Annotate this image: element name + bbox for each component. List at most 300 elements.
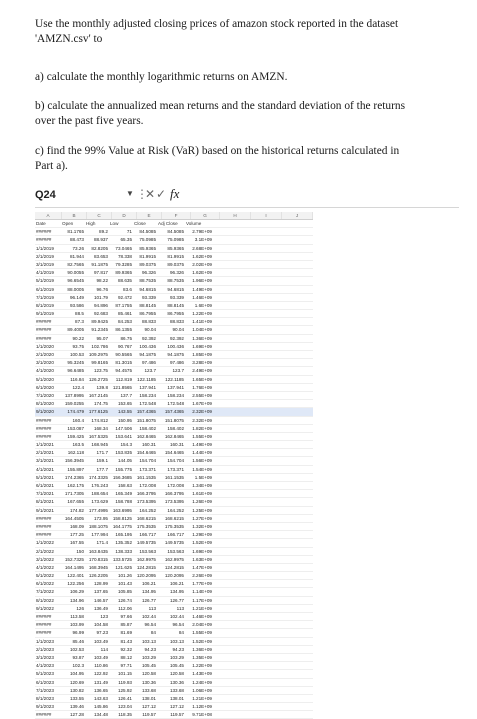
- empty-cell[interactable]: [273, 670, 303, 677]
- value-cell[interactable]: 1.56E+09: [192, 458, 212, 464]
- value-cell[interactable]: 81.9915: [167, 253, 184, 259]
- value-cell[interactable]: 1.21E+09: [192, 605, 212, 611]
- table-row[interactable]: [35, 392, 313, 400]
- empty-cell[interactable]: [213, 417, 243, 424]
- value-cell[interactable]: 167.55: [69, 540, 84, 546]
- empty-cell[interactable]: [243, 318, 273, 325]
- table-row[interactable]: [35, 318, 313, 326]
- value-cell[interactable]: 1.69E+09: [192, 548, 212, 554]
- empty-cell[interactable]: [273, 392, 303, 399]
- empty-cell[interactable]: [213, 572, 243, 579]
- value-cell[interactable]: 90.767: [117, 343, 132, 349]
- value-cell[interactable]: 171.4: [96, 540, 108, 546]
- table-row[interactable]: [35, 556, 313, 564]
- value-cell[interactable]: 86.7955: [139, 311, 156, 317]
- empty-cell[interactable]: [273, 695, 303, 702]
- table-row[interactable]: [35, 335, 313, 343]
- value-cell[interactable]: 126.41: [117, 695, 132, 701]
- value-cell[interactable]: 121.625: [115, 564, 132, 570]
- empty-cell[interactable]: [273, 474, 303, 481]
- value-cell[interactable]: 165.195: [115, 532, 132, 538]
- header-cell[interactable]: High: [86, 221, 96, 226]
- empty-cell[interactable]: [213, 277, 243, 284]
- value-cell[interactable]: 88.833: [141, 319, 156, 325]
- value-cell[interactable]: 188.654: [91, 491, 108, 497]
- empty-cell[interactable]: [243, 343, 273, 350]
- empty-cell[interactable]: [273, 417, 303, 424]
- value-cell[interactable]: 168.34: [93, 425, 108, 431]
- empty-cell[interactable]: [273, 294, 303, 301]
- value-cell[interactable]: 126.77: [141, 597, 156, 603]
- table-row[interactable]: [35, 449, 313, 457]
- value-cell[interactable]: 143.55: [117, 409, 132, 415]
- date-cell[interactable]: 2/1/2021: [36, 450, 54, 456]
- table-row[interactable]: [35, 286, 313, 294]
- value-cell[interactable]: 137.8995: [64, 392, 84, 398]
- empty-cell[interactable]: [213, 302, 243, 309]
- value-cell[interactable]: 1.55E+09: [192, 433, 212, 439]
- table-row[interactable]: [35, 433, 313, 441]
- value-cell[interactable]: 1.85E+09: [192, 352, 212, 357]
- empty-cell[interactable]: [243, 572, 273, 579]
- empty-cell[interactable]: [273, 220, 303, 227]
- value-cell[interactable]: 1.65E+09: [192, 376, 212, 382]
- value-cell[interactable]: 153.65: [117, 401, 132, 407]
- value-cell[interactable]: 1.22E+09: [192, 663, 212, 669]
- value-cell[interactable]: 84.253: [117, 319, 132, 325]
- value-cell[interactable]: 172.548: [139, 401, 156, 407]
- date-cell[interactable]: ######: [36, 614, 52, 619]
- value-cell[interactable]: 88.473: [69, 237, 84, 243]
- empty-cell[interactable]: [243, 548, 273, 555]
- value-cell[interactable]: 1.6E+09: [194, 302, 212, 308]
- value-cell[interactable]: 96.149: [69, 294, 84, 300]
- value-cell[interactable]: 162.118: [67, 450, 84, 456]
- value-cell[interactable]: 138.01: [169, 695, 184, 701]
- empty-cell[interactable]: [273, 613, 303, 620]
- date-cell[interactable]: 2/1/2022: [36, 548, 54, 554]
- value-cell[interactable]: 104.58: [93, 622, 108, 628]
- date-cell[interactable]: 7/1/2022: [36, 589, 54, 595]
- value-cell[interactable]: 93.87: [72, 654, 84, 660]
- value-cell[interactable]: 1.06E+09: [192, 687, 212, 693]
- value-cell[interactable]: 161.1535: [164, 474, 184, 480]
- value-cell[interactable]: 1.17E+09: [192, 597, 212, 603]
- value-cell[interactable]: 162.8465: [164, 433, 184, 439]
- value-cell[interactable]: 159.425: [67, 433, 84, 439]
- date-cell[interactable]: 9/1/2023: [36, 704, 54, 710]
- value-cell[interactable]: 87.3: [75, 319, 84, 325]
- value-cell[interactable]: 172.008: [167, 483, 184, 488]
- column-header[interactable]: H: [220, 212, 251, 219]
- value-cell[interactable]: 1.46E+09: [192, 294, 212, 300]
- value-cell[interactable]: 88.7535: [139, 278, 156, 284]
- value-cell[interactable]: 95.3245: [67, 360, 84, 366]
- empty-cell[interactable]: [243, 539, 273, 546]
- value-cell[interactable]: 96.326: [169, 270, 184, 276]
- value-cell[interactable]: 103.13: [141, 638, 156, 644]
- empty-cell[interactable]: [213, 580, 243, 587]
- date-cell[interactable]: 6/1/2023: [36, 679, 54, 685]
- value-cell[interactable]: 174.82: [69, 507, 84, 513]
- value-cell[interactable]: 89.9365: [115, 270, 132, 276]
- date-cell[interactable]: 7/1/2019: [36, 294, 54, 300]
- table-row[interactable]: [35, 498, 313, 506]
- value-cell[interactable]: 127.12: [169, 704, 184, 710]
- value-cell[interactable]: 96.54: [172, 622, 184, 628]
- value-cell[interactable]: 126.2205: [88, 573, 108, 579]
- value-cell[interactable]: 133.55: [69, 695, 84, 701]
- date-cell[interactable]: ######: [36, 335, 52, 341]
- value-cell[interactable]: 86.75: [120, 335, 132, 341]
- date-cell[interactable]: 2/1/2023: [36, 646, 54, 652]
- value-cell[interactable]: 112.06: [118, 605, 132, 611]
- column-header[interactable]: D: [112, 212, 137, 219]
- value-cell[interactable]: 161.1535: [136, 474, 156, 480]
- empty-cell[interactable]: [243, 261, 273, 268]
- value-cell[interactable]: 1.14E+09: [192, 589, 212, 595]
- value-cell[interactable]: 120.2095: [164, 573, 184, 579]
- date-cell[interactable]: ######: [36, 622, 52, 628]
- empty-cell[interactable]: [243, 515, 273, 522]
- empty-cell[interactable]: [273, 400, 303, 407]
- empty-cell[interactable]: [243, 679, 273, 686]
- table-row[interactable]: [35, 425, 313, 433]
- value-cell[interactable]: 83.653: [93, 253, 108, 259]
- table-row[interactable]: [35, 564, 313, 572]
- empty-cell[interactable]: [273, 621, 303, 628]
- empty-cell[interactable]: [243, 670, 273, 677]
- value-cell[interactable]: 97.486: [169, 360, 184, 366]
- value-cell[interactable]: 93.586: [69, 302, 84, 308]
- empty-cell[interactable]: [213, 507, 243, 514]
- table-row[interactable]: [35, 695, 313, 703]
- value-cell[interactable]: 89.0375: [139, 261, 156, 267]
- value-cell[interactable]: 121.8565: [112, 384, 132, 390]
- value-cell[interactable]: 86.1355: [115, 327, 132, 333]
- value-cell[interactable]: 109.2975: [88, 352, 108, 357]
- table-row[interactable]: [35, 343, 313, 351]
- value-cell[interactable]: 105.45: [141, 663, 156, 669]
- date-cell[interactable]: ######: [36, 425, 52, 431]
- table-row[interactable]: [35, 261, 313, 269]
- empty-cell[interactable]: [273, 580, 303, 587]
- value-cell[interactable]: 100.436: [139, 343, 156, 349]
- table-row[interactable]: [35, 507, 313, 515]
- value-cell[interactable]: 1.52E+09: [192, 540, 212, 546]
- value-cell[interactable]: 1.21E+09: [192, 695, 212, 701]
- value-cell[interactable]: 156.3685: [112, 474, 132, 480]
- empty-cell[interactable]: [213, 457, 243, 464]
- empty-cell[interactable]: [213, 236, 243, 243]
- date-cell[interactable]: 4/1/2020: [36, 368, 54, 374]
- empty-cell[interactable]: [213, 335, 243, 342]
- empty-cell[interactable]: [213, 474, 243, 481]
- date-cell[interactable]: 5/1/2019: [36, 278, 54, 284]
- table-row[interactable]: [35, 548, 313, 556]
- value-cell[interactable]: 172.548: [167, 401, 184, 407]
- empty-cell[interactable]: [273, 253, 303, 260]
- empty-cell[interactable]: [213, 679, 243, 686]
- value-cell[interactable]: 91.1875: [91, 261, 108, 267]
- value-cell[interactable]: 97.486: [141, 360, 156, 366]
- table-row[interactable]: [35, 351, 313, 359]
- value-cell[interactable]: 151.8075: [136, 417, 156, 423]
- value-cell[interactable]: 122.401: [67, 573, 84, 579]
- value-cell[interactable]: 89.0375: [167, 261, 184, 267]
- value-cell[interactable]: 96.6545: [67, 278, 84, 284]
- value-cell[interactable]: 159.1: [96, 458, 108, 464]
- value-cell[interactable]: 2.02E+09: [192, 261, 212, 267]
- value-cell[interactable]: 120.2095: [136, 573, 156, 579]
- value-cell[interactable]: 1.54E+09: [192, 466, 212, 472]
- table-row[interactable]: [35, 236, 313, 244]
- date-cell[interactable]: 7/1/2021: [36, 491, 54, 497]
- table-row[interactable]: [35, 662, 313, 670]
- empty-cell[interactable]: [273, 507, 303, 514]
- empty-cell[interactable]: [273, 286, 303, 293]
- value-cell[interactable]: 1.62E+09: [192, 270, 212, 276]
- value-cell[interactable]: 90.0055: [67, 270, 84, 276]
- empty-cell[interactable]: [273, 654, 303, 661]
- date-cell[interactable]: ######: [36, 417, 52, 423]
- empty-cell[interactable]: [213, 654, 243, 661]
- empty-cell[interactable]: [213, 711, 243, 718]
- empty-cell[interactable]: [273, 466, 303, 473]
- date-cell[interactable]: 3/1/2021: [36, 458, 54, 464]
- empty-cell[interactable]: [213, 286, 243, 293]
- value-cell[interactable]: 123.04: [117, 704, 132, 710]
- value-cell[interactable]: 89.4005: [67, 327, 84, 333]
- empty-cell[interactable]: [213, 408, 243, 415]
- value-cell[interactable]: 79.3285: [115, 261, 132, 267]
- empty-cell[interactable]: [243, 498, 273, 505]
- value-cell[interactable]: 1.35E+09: [192, 654, 212, 660]
- table-row[interactable]: [35, 580, 313, 588]
- value-cell[interactable]: 81.43: [120, 638, 132, 644]
- empty-cell[interactable]: [273, 359, 303, 366]
- date-cell[interactable]: ######: [36, 433, 52, 439]
- empty-cell[interactable]: [273, 310, 303, 317]
- value-cell[interactable]: 158.8125: [112, 515, 132, 521]
- empty-cell[interactable]: [213, 376, 243, 383]
- header-cell[interactable]: Low: [110, 221, 119, 226]
- value-cell[interactable]: 173.5395: [136, 499, 156, 505]
- value-cell[interactable]: 1.96E+09: [192, 278, 212, 284]
- value-cell[interactable]: 87.1755: [115, 302, 132, 308]
- table-row[interactable]: [35, 531, 313, 539]
- empty-cell[interactable]: [243, 236, 273, 243]
- value-cell[interactable]: 154.704: [167, 458, 184, 464]
- value-cell[interactable]: 158.63: [117, 483, 132, 488]
- value-cell[interactable]: 81.3015: [115, 360, 132, 366]
- value-cell[interactable]: 133.68: [141, 687, 156, 693]
- empty-cell[interactable]: [273, 236, 303, 243]
- table-row[interactable]: [35, 679, 313, 687]
- value-cell[interactable]: 153.641: [115, 433, 132, 439]
- value-cell[interactable]: 163.8435: [88, 548, 108, 554]
- value-cell[interactable]: 93.75: [72, 343, 84, 349]
- value-cell[interactable]: 94.1875: [139, 352, 156, 357]
- value-cell[interactable]: 86.7955: [167, 311, 184, 317]
- value-cell[interactable]: 90.04: [144, 327, 156, 333]
- empty-cell[interactable]: [213, 556, 243, 563]
- value-cell[interactable]: 97.66: [120, 614, 132, 619]
- value-cell[interactable]: 84: [150, 630, 156, 636]
- value-cell[interactable]: 90.04: [172, 327, 184, 333]
- value-cell[interactable]: 177.994: [91, 532, 108, 538]
- empty-cell[interactable]: [273, 548, 303, 555]
- value-cell[interactable]: 139.8: [96, 384, 108, 390]
- value-cell[interactable]: 81.9915: [139, 253, 156, 259]
- value-cell[interactable]: 2.55E+09: [192, 392, 212, 398]
- empty-cell[interactable]: [243, 245, 273, 252]
- value-cell[interactable]: 88.833: [169, 319, 184, 325]
- value-cell[interactable]: 124.2815: [136, 564, 156, 570]
- date-cell[interactable]: 8/1/2019: [36, 302, 54, 308]
- value-cell[interactable]: 171.7305: [64, 491, 84, 497]
- value-cell[interactable]: 173.5395: [164, 499, 184, 505]
- date-cell[interactable]: ######: [36, 712, 52, 718]
- empty-cell[interactable]: [273, 711, 303, 718]
- value-cell[interactable]: 171.7: [96, 450, 108, 456]
- empty-cell[interactable]: [213, 220, 243, 227]
- value-cell[interactable]: 103.29: [141, 654, 156, 660]
- empty-cell[interactable]: [243, 269, 273, 276]
- empty-cell[interactable]: [273, 482, 303, 489]
- empty-cell[interactable]: [243, 564, 273, 571]
- value-cell[interactable]: 160.31: [141, 442, 156, 448]
- value-cell[interactable]: 9.71E+08: [192, 712, 212, 718]
- empty-cell[interactable]: [213, 548, 243, 555]
- column-header[interactable]: J: [282, 212, 313, 219]
- date-cell[interactable]: ######: [36, 523, 52, 529]
- table-row[interactable]: [35, 523, 313, 531]
- date-cell[interactable]: 2/1/2019: [36, 253, 54, 259]
- value-cell[interactable]: 75.0985: [139, 237, 156, 243]
- value-cell[interactable]: 2.79E+09: [192, 229, 212, 235]
- column-header[interactable]: C: [87, 212, 112, 219]
- empty-cell[interactable]: [243, 646, 273, 653]
- value-cell[interactable]: 128.99: [93, 581, 108, 587]
- value-cell[interactable]: 101.43: [117, 581, 132, 587]
- empty-cell[interactable]: [243, 326, 273, 333]
- empty-cell[interactable]: [273, 326, 303, 333]
- value-cell[interactable]: 173.371: [139, 466, 156, 472]
- cancel-icon[interactable]: ✕: [145, 187, 156, 201]
- empty-cell[interactable]: [243, 654, 273, 661]
- value-cell[interactable]: 2.49E+09: [192, 368, 212, 374]
- date-cell[interactable]: 7/1/2023: [36, 687, 54, 693]
- empty-cell[interactable]: [213, 351, 243, 358]
- empty-cell[interactable]: [243, 228, 273, 235]
- value-cell[interactable]: 149.5735: [136, 540, 156, 546]
- table-row[interactable]: [35, 441, 313, 449]
- empty-cell[interactable]: [213, 490, 243, 497]
- table-row[interactable]: [35, 711, 313, 719]
- value-cell[interactable]: 1.55E+09: [192, 630, 212, 636]
- column-header[interactable]: G: [191, 212, 220, 219]
- empty-cell[interactable]: [243, 490, 273, 497]
- value-cell[interactable]: 164.252: [139, 507, 156, 513]
- table-row[interactable]: [35, 613, 313, 621]
- value-cell[interactable]: 158.402: [139, 425, 156, 431]
- value-cell[interactable]: 126.2725: [88, 376, 108, 382]
- value-cell[interactable]: 137.65: [93, 589, 108, 595]
- value-cell[interactable]: 93.339: [169, 294, 184, 300]
- table-row[interactable]: [35, 457, 313, 465]
- empty-cell[interactable]: [273, 302, 303, 309]
- value-cell[interactable]: 151.8075: [164, 417, 184, 423]
- value-cell[interactable]: 1.82E+09: [192, 425, 212, 431]
- value-cell[interactable]: 153.835: [115, 450, 132, 456]
- value-cell[interactable]: 105.45: [169, 663, 184, 669]
- table-row[interactable]: [35, 687, 313, 695]
- date-cell[interactable]: 1/1/2022: [36, 540, 54, 546]
- date-cell[interactable]: 3/1/2020: [36, 360, 54, 366]
- empty-cell[interactable]: [243, 408, 273, 415]
- value-cell[interactable]: 99.8165: [91, 360, 108, 366]
- value-cell[interactable]: 164.4505: [64, 515, 84, 521]
- value-cell[interactable]: 1.12E+09: [192, 704, 212, 710]
- value-cell[interactable]: 88.0005: [67, 286, 84, 292]
- date-cell[interactable]: 9/1/2019: [36, 311, 54, 317]
- value-cell[interactable]: 102.44: [141, 614, 156, 619]
- empty-cell[interactable]: [243, 417, 273, 424]
- table-row[interactable]: [35, 703, 313, 711]
- empty-cell[interactable]: [213, 662, 243, 669]
- value-cell[interactable]: 138.333: [115, 548, 132, 554]
- empty-cell[interactable]: [213, 261, 243, 268]
- value-cell[interactable]: 150: [76, 548, 84, 554]
- value-cell[interactable]: 139.46: [69, 704, 84, 710]
- header-cell[interactable]: Open: [62, 221, 74, 226]
- table-row[interactable]: [35, 466, 313, 474]
- date-cell[interactable]: 9/1/2021: [36, 507, 54, 513]
- empty-cell[interactable]: [243, 531, 273, 538]
- value-cell[interactable]: 113: [176, 605, 184, 611]
- empty-cell[interactable]: [213, 294, 243, 301]
- date-cell[interactable]: 6/1/2020: [36, 384, 54, 390]
- value-cell[interactable]: 100.53: [69, 352, 84, 357]
- value-cell[interactable]: 167.5325: [88, 433, 108, 439]
- value-cell[interactable]: 158.402: [167, 425, 184, 431]
- value-cell[interactable]: 174.812: [91, 417, 108, 423]
- value-cell[interactable]: 153.563: [139, 548, 156, 554]
- value-cell[interactable]: 2.04E+09: [192, 622, 212, 628]
- value-cell[interactable]: 154.3: [120, 442, 132, 448]
- value-cell[interactable]: 73.0465: [115, 245, 132, 251]
- value-cell[interactable]: 130.36: [141, 679, 156, 685]
- date-cell[interactable]: 5/1/2023: [36, 671, 54, 677]
- value-cell[interactable]: 123: [100, 614, 108, 619]
- header-cell[interactable]: Close: [134, 221, 146, 226]
- value-cell[interactable]: 168.09: [69, 523, 84, 529]
- value-cell[interactable]: 94.23: [172, 646, 184, 652]
- date-cell[interactable]: 1/1/2020: [36, 343, 54, 349]
- value-cell[interactable]: 81.944: [69, 253, 84, 259]
- value-cell[interactable]: 175.3535: [164, 523, 184, 529]
- value-cell[interactable]: 71: [126, 229, 132, 235]
- empty-cell[interactable]: [273, 384, 303, 391]
- empty-cell[interactable]: [243, 711, 273, 718]
- table-row[interactable]: [35, 629, 313, 637]
- value-cell[interactable]: 81.69: [120, 630, 132, 636]
- value-cell[interactable]: 1.43E+09: [192, 671, 212, 677]
- empty-cell[interactable]: [273, 679, 303, 686]
- value-cell[interactable]: 133.5725: [112, 556, 132, 562]
- value-cell[interactable]: 160.31: [169, 442, 184, 448]
